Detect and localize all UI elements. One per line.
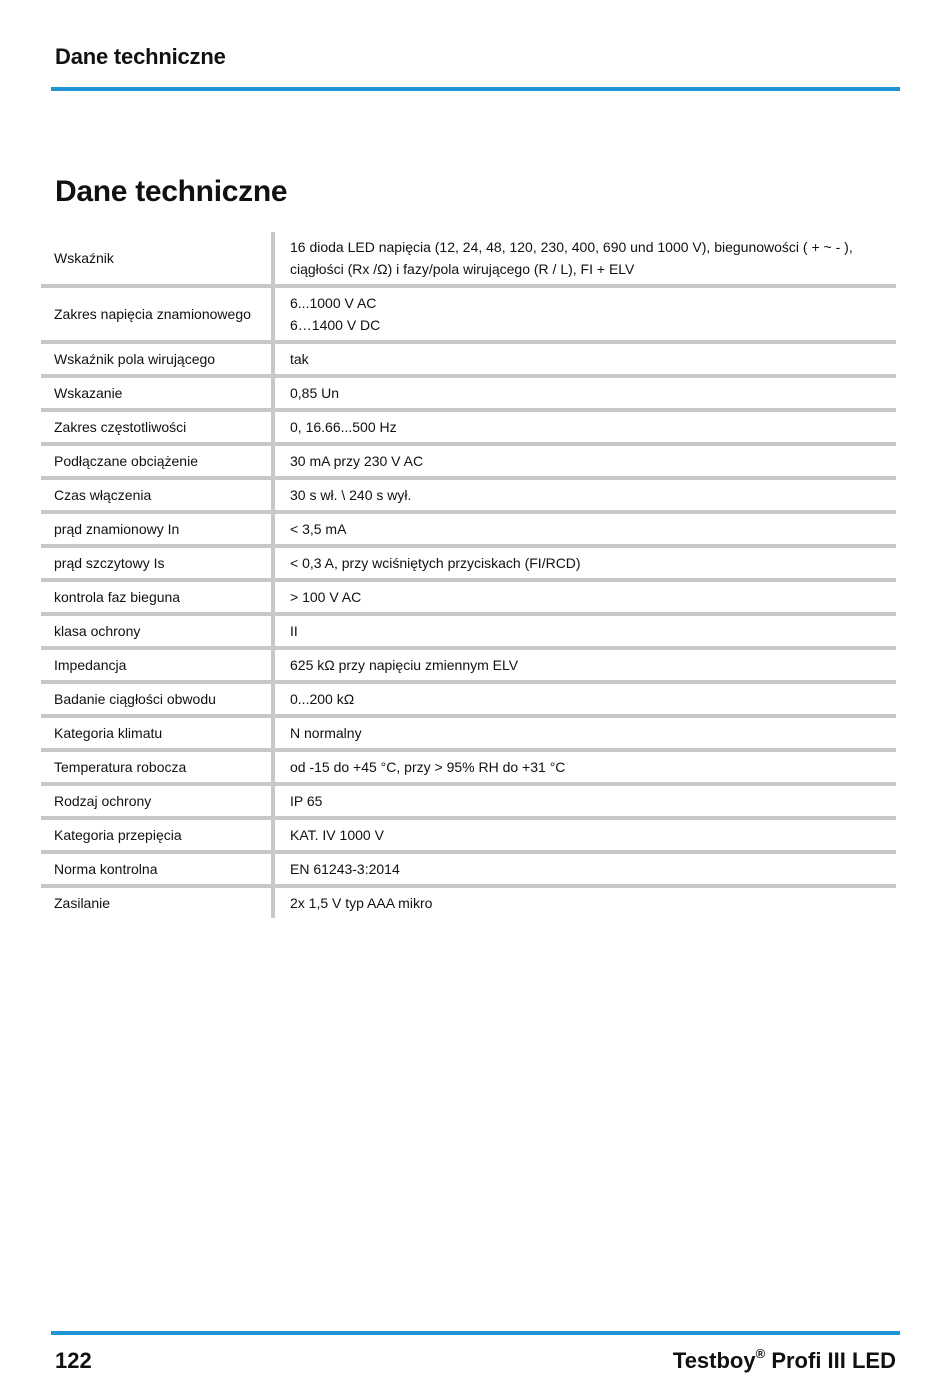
spec-value bbox=[273, 784, 896, 818]
spec-row bbox=[41, 784, 896, 818]
spec-value bbox=[273, 716, 896, 750]
spec-value-lines bbox=[290, 514, 888, 544]
spec-table bbox=[41, 232, 896, 918]
spec-label bbox=[41, 410, 273, 444]
spec-value bbox=[273, 852, 896, 886]
spec-row bbox=[41, 682, 896, 716]
spec-value-lines bbox=[290, 854, 888, 884]
spec-value-lines bbox=[290, 288, 888, 340]
brand-name: Testboy bbox=[672, 1348, 756, 1373]
spec-label-text: prąd znamionowy In bbox=[54, 521, 180, 537]
spec-value bbox=[273, 818, 896, 852]
spec-label-text: Kategoria klimatu bbox=[54, 725, 163, 741]
spec-value-lines bbox=[290, 232, 888, 284]
spec-value bbox=[273, 580, 896, 614]
spec-row bbox=[41, 716, 896, 750]
spec-label bbox=[41, 886, 273, 918]
spec-value bbox=[273, 648, 896, 682]
spec-value-line: 16 dioda LED napięcia (12, 24, 48, 120, 230, 400, 690 und 1000 V), biegunowości ( + ~ - ), bbox=[290, 239, 853, 255]
spec-row bbox=[41, 546, 896, 580]
spec-row bbox=[41, 580, 896, 614]
spec-value-lines bbox=[290, 480, 888, 510]
spec-label bbox=[41, 614, 273, 648]
spec-value-line: 30 s wł. \ 240 s wył. bbox=[290, 487, 412, 503]
registered-mark: ® bbox=[755, 1346, 766, 1361]
spec-value-line: tak bbox=[290, 351, 309, 367]
spec-value-lines bbox=[290, 820, 888, 850]
spec-row bbox=[41, 232, 896, 286]
spec-label-text: Podłączane obciążenie bbox=[54, 453, 198, 469]
spec-value-line: 625 kΩ przy napięciu zmiennym ELV bbox=[290, 657, 519, 673]
spec-label-text: klasa ochrony bbox=[54, 623, 141, 639]
spec-value-lines bbox=[290, 888, 888, 918]
spec-label bbox=[41, 232, 273, 286]
header-rule bbox=[51, 87, 900, 91]
spec-label bbox=[41, 784, 273, 818]
spec-label bbox=[41, 716, 273, 750]
spec-value bbox=[273, 614, 896, 648]
spec-label-text: Wskazanie bbox=[54, 385, 123, 401]
spec-value-line: < 3,5 mA bbox=[290, 521, 347, 537]
spec-label bbox=[41, 750, 273, 784]
spec-value-line: 0,85 Un bbox=[290, 385, 340, 401]
spec-label-text: kontrola faz bieguna bbox=[54, 589, 181, 605]
product-name bbox=[673, 1348, 896, 1374]
spec-label-text: Badanie ciągłości obwodu bbox=[54, 691, 216, 707]
spec-value-line: 30 mA przy 230 V AC bbox=[290, 453, 424, 469]
spec-row bbox=[41, 512, 896, 546]
spec-label bbox=[41, 852, 273, 886]
spec-row bbox=[41, 818, 896, 852]
spec-value bbox=[273, 546, 896, 580]
spec-value bbox=[273, 682, 896, 716]
spec-value-lines bbox=[290, 378, 888, 408]
spec-value-lines bbox=[290, 718, 888, 748]
spec-label bbox=[41, 444, 273, 478]
spec-value-lines bbox=[290, 582, 888, 612]
spec-value-line: EN 61243-3:2014 bbox=[290, 861, 400, 877]
spec-row bbox=[41, 286, 896, 342]
spec-row bbox=[41, 614, 896, 648]
spec-value-line: < 0,3 A, przy wciśniętych przyciskach (FI/RCD) bbox=[290, 555, 581, 571]
spec-label bbox=[41, 478, 273, 512]
spec-value-line: 6…1400 V DC bbox=[290, 317, 381, 333]
model-name: Profi III LED bbox=[765, 1348, 896, 1373]
spec-label bbox=[41, 512, 273, 546]
spec-value bbox=[273, 750, 896, 784]
spec-value-line: od -15 do +45 °C, przy > 95% RH do +31 °C bbox=[290, 759, 566, 775]
page-number: 122 bbox=[55, 1348, 92, 1373]
spec-value bbox=[273, 376, 896, 410]
spec-label-text: Wskaźnik bbox=[54, 250, 114, 266]
spec-label-text: Kategoria przepięcia bbox=[54, 827, 182, 843]
spec-value-lines bbox=[290, 684, 888, 714]
spec-label-text: prąd szczytowy Is bbox=[54, 555, 165, 571]
spec-row bbox=[41, 444, 896, 478]
spec-value-lines bbox=[290, 786, 888, 816]
spec-label-text: Zasilanie bbox=[54, 895, 111, 911]
spec-row bbox=[41, 886, 896, 918]
footer-rule bbox=[51, 1331, 900, 1335]
spec-label-text: Rodzaj ochrony bbox=[54, 793, 152, 809]
spec-label bbox=[41, 286, 273, 342]
spec-label-text: Wskaźnik pola wirującego bbox=[54, 351, 216, 367]
spec-row bbox=[41, 410, 896, 444]
spec-value bbox=[273, 478, 896, 512]
spec-value-line: 0...200 kΩ bbox=[290, 691, 355, 707]
spec-label-text: Zakres częstotliwości bbox=[54, 419, 187, 435]
spec-row bbox=[41, 478, 896, 512]
spec-value-line: N normalny bbox=[290, 725, 362, 741]
spec-value-lines bbox=[290, 548, 888, 578]
spec-value-line: II bbox=[290, 623, 298, 639]
spec-value bbox=[273, 342, 896, 376]
spec-value bbox=[273, 444, 896, 478]
spec-value bbox=[273, 410, 896, 444]
spec-value-line: 2x 1,5 V typ AAA mikro bbox=[290, 895, 433, 911]
spec-label-text: Impedancja bbox=[54, 657, 127, 673]
spec-value-line: ciągłości (Rx /Ω) i fazy/pola wirującego (R / L), FI + ELV bbox=[290, 261, 635, 277]
spec-row bbox=[41, 750, 896, 784]
spec-label bbox=[41, 342, 273, 376]
spec-label-text: Czas włączenia bbox=[54, 487, 152, 503]
page-title: Dane techniczne bbox=[55, 175, 288, 208]
spec-value-line: IP 65 bbox=[290, 793, 323, 809]
spec-value-line: 6...1000 V AC bbox=[290, 295, 377, 311]
spec-row bbox=[41, 852, 896, 886]
spec-value bbox=[273, 886, 896, 918]
spec-label-text: Temperatura robocza bbox=[54, 759, 187, 775]
spec-label bbox=[41, 682, 273, 716]
spec-value-line: > 100 V AC bbox=[290, 589, 362, 605]
spec-table-body bbox=[41, 232, 896, 918]
spec-value-lines bbox=[290, 446, 888, 476]
spec-value-lines bbox=[290, 412, 888, 442]
spec-label-text: Norma kontrolna bbox=[54, 861, 158, 877]
spec-value bbox=[273, 512, 896, 546]
spec-value-lines bbox=[290, 344, 888, 374]
spec-row bbox=[41, 342, 896, 376]
spec-label-text: Zakres napięcia znamionowego bbox=[54, 306, 251, 322]
spec-value-lines bbox=[290, 650, 888, 680]
spec-value-lines bbox=[290, 752, 888, 782]
spec-label bbox=[41, 818, 273, 852]
spec-label bbox=[41, 546, 273, 580]
spec-row bbox=[41, 376, 896, 410]
spec-value-lines bbox=[290, 616, 888, 646]
spec-label bbox=[41, 648, 273, 682]
spec-value-line: 0, 16.66...500 Hz bbox=[290, 419, 397, 435]
spec-row bbox=[41, 648, 896, 682]
spec-label bbox=[41, 376, 273, 410]
spec-label bbox=[41, 580, 273, 614]
spec-value bbox=[273, 286, 896, 342]
spec-value bbox=[273, 232, 896, 286]
spec-value-line: KAT. IV 1000 V bbox=[290, 827, 384, 843]
header-title: Dane techniczne bbox=[55, 44, 226, 69]
